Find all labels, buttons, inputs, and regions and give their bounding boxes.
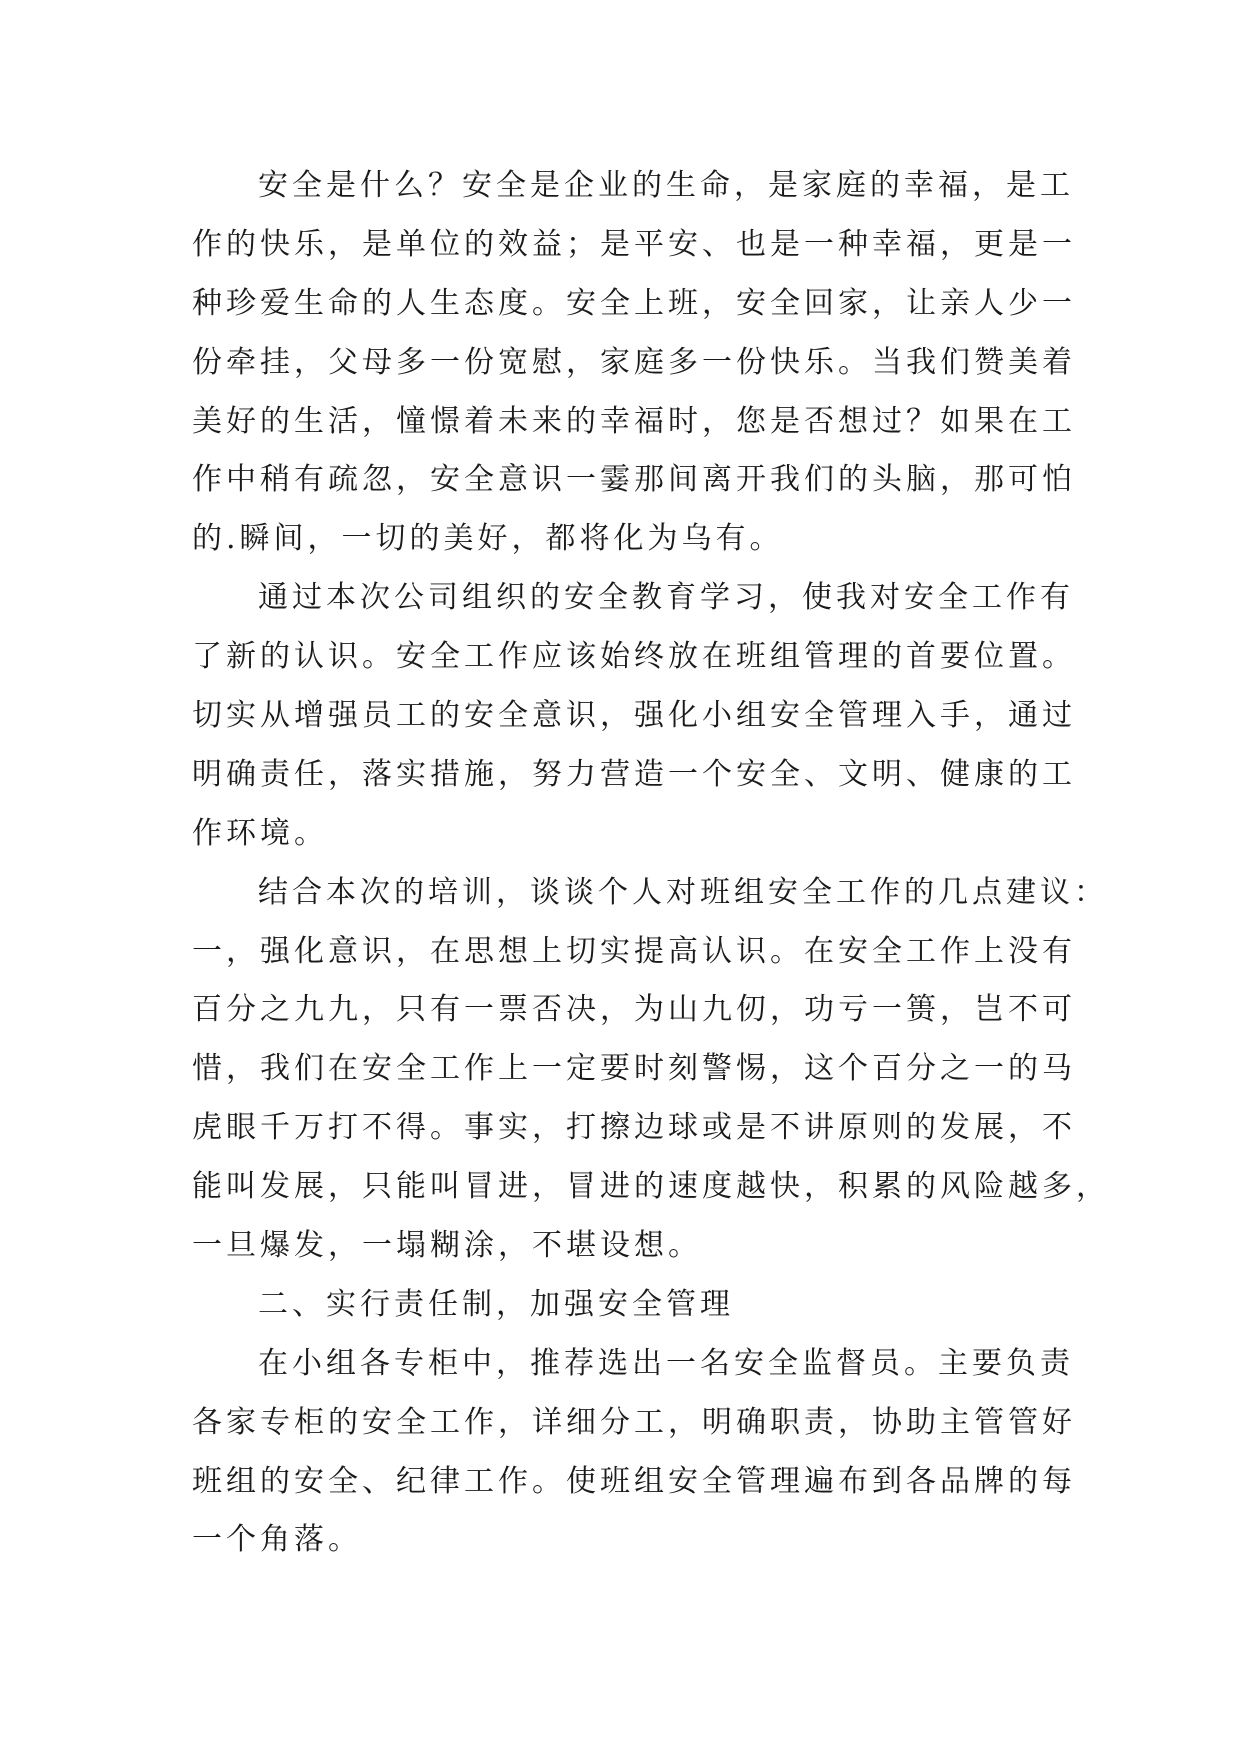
text-line: 百分之九九，只有一票否决，为山九仞，功亏一篑，岂不可 [192,992,1076,1028]
text-line: 切实从增强员工的安全意识，强化小组安全管理入手，通过 [192,698,1076,734]
text-line: 在小组各专柜中，推荐选出一名安全监督员。主要负责 [258,1345,1074,1381]
text-line: 班组的安全、纪律工作。使班组安全管理遍布到各品牌的每 [192,1463,1076,1499]
text-line: 明确责任，落实措施，努力营造一个安全、文明、健康的工 [192,756,1076,792]
text-line: 作环境。 [192,815,328,851]
text-line: 结合本次的培训，谈谈个人对班组安全工作的几点建议： [258,874,1108,910]
paragraph-training-recognition [192,569,1076,863]
text-line: 安全是什么？安全是企业的生命，是家庭的幸福，是工 [258,168,1074,203]
text-line: 的.瞬间，一切的美好，都将化为乌有。 [192,521,784,557]
text-line: 各家专柜的安全工作，详细分工，明确职责，协助主管管好 [192,1404,1076,1440]
text-line: 作的快乐，是单位的效益；是平安、也是一种幸福，更是一 [192,226,1076,262]
paragraph-supervisor [192,1335,1076,1571]
text-line: 惜，我们在安全工作上一定要时刻警惕，这个百分之一的马 [192,1051,1076,1087]
text-line: 一旦爆发，一塌糊涂，不堪设想。 [192,1228,702,1264]
paragraph-suggestions [192,864,1110,1276]
section-heading-responsibility [192,1276,1068,1335]
text-line: 能叫发展，只能叫冒进，冒进的速度越快，积累的风险越多， [192,1169,1110,1205]
text-line: 虎眼千万打不得。事实，打擦边球或是不讲原则的发展，不 [192,1110,1076,1146]
text-line: 一个角落。 [192,1522,362,1558]
section-heading: 二、实行责任制，加强安全管理 [258,1286,734,1322]
text-line: 一，强化意识，在思想上切实提高认识。在安全工作上没有 [192,933,1076,969]
text-line: 作中稍有疏忽，安全意识一霎那间离开我们的头脑，那可怕 [192,462,1076,498]
paragraph-safety-meaning [192,157,1076,569]
text-line: 种珍爱生命的人生态度。安全上班，安全回家，让亲人少一 [192,285,1076,321]
text-line: 通过本次公司组织的安全教育学习，使我对安全工作有 [258,580,1074,616]
document-body [192,157,1110,1570]
text-line: 美好的生活，憧憬着未来的幸福时，您是否想过？如果在工 [192,403,1076,439]
text-line: 份牵挂，父母多一份宽慰，家庭多一份快乐。当我们赞美着 [192,344,1076,380]
text-line: 了新的认识。安全工作应该始终放在班组管理的首要位置。 [192,639,1076,675]
